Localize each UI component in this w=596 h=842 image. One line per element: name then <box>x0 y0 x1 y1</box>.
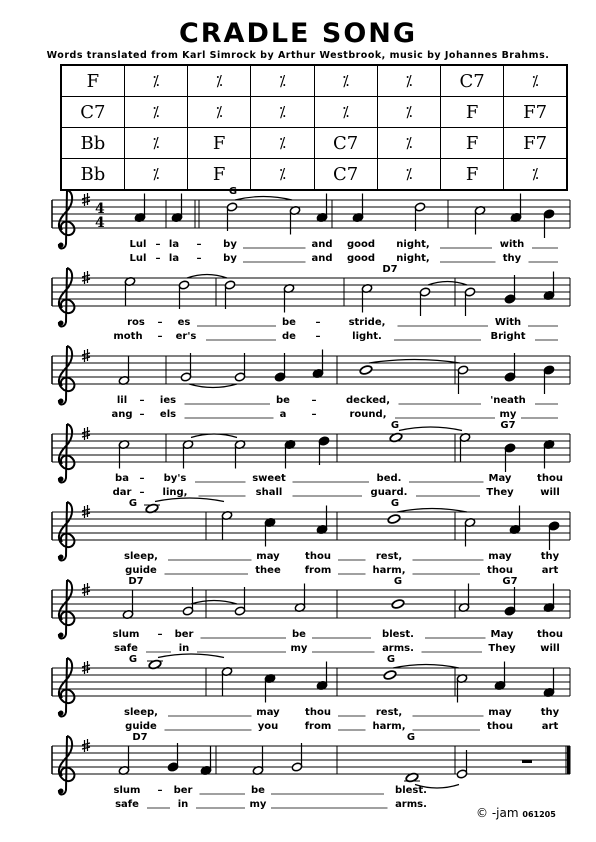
chord-symbol: G <box>390 498 400 509</box>
tie <box>428 282 467 286</box>
chord-cell: ⁒ <box>377 159 440 191</box>
chord-cell: ⁒ <box>251 159 314 191</box>
treble-clef-icon <box>59 424 75 483</box>
lyric-word: – <box>157 629 163 640</box>
chord-symbol: D7 <box>128 576 144 587</box>
lyric-word: from <box>304 565 332 576</box>
lyric-word: bed. <box>376 473 402 484</box>
lyric-word: arms. <box>382 643 414 654</box>
tie <box>189 384 237 388</box>
lyric-word: guard. <box>370 487 408 498</box>
lyric-word: will <box>540 643 560 654</box>
lyric-word: – <box>157 785 163 796</box>
note-head <box>383 670 397 681</box>
chord-symbol: D7 <box>382 264 398 275</box>
chord-cell: Bb <box>61 159 124 191</box>
chord-cell: ⁒ <box>251 65 314 97</box>
lyric-word: la <box>168 253 180 264</box>
treble-clef-icon <box>59 658 75 717</box>
chord-symbol: G <box>228 186 238 197</box>
lyric-word: ber <box>173 785 193 796</box>
lyric-word: be <box>276 395 290 406</box>
lyric-word: They <box>488 643 516 654</box>
tie <box>399 427 462 431</box>
tie <box>158 654 224 658</box>
lyric-word: They <box>486 487 514 498</box>
lyric-word: may <box>256 707 280 718</box>
lyric-word: de <box>282 331 296 342</box>
lyric-word: er's <box>175 331 197 342</box>
tie <box>393 665 459 669</box>
lyric-word: by <box>223 253 237 264</box>
time-signature-top: 4 <box>95 201 105 217</box>
lyric-word: thou <box>537 473 563 484</box>
lyric-word: ros <box>127 317 145 328</box>
lyric-word: a <box>279 409 287 420</box>
lyric-word: arms. <box>395 799 427 810</box>
treble-clef-icon <box>59 580 75 639</box>
lyric-word: moth <box>113 331 143 342</box>
chord-cell: ⁒ <box>188 65 251 97</box>
lyric-word: thou <box>487 721 513 732</box>
lyric-word: ber <box>174 629 194 640</box>
lyric-word: by's <box>163 473 187 484</box>
lyric-word: dar <box>112 487 132 498</box>
chord-symbol: G <box>386 654 396 665</box>
lyric-word: la <box>168 239 180 250</box>
song-credits: Words translated from Karl Simrock by Arthur Westbrook, music by Johannes Brahms. <box>46 50 550 61</box>
lyric-word: sleep, <box>124 707 158 718</box>
chord-cell: ⁒ <box>377 128 440 159</box>
lyric-word: blest. <box>382 629 414 640</box>
lyric-word: may <box>488 707 512 718</box>
lyric-word: thou <box>537 629 563 640</box>
chord-cell: ⁒ <box>251 128 314 159</box>
lyric-word: sweet <box>252 473 286 484</box>
lyric-word: Lul <box>129 253 147 264</box>
lyric-word: – <box>139 473 145 484</box>
lyric-word: Lul <box>129 239 147 250</box>
lyric-word: harm, <box>372 565 406 576</box>
tie <box>191 601 237 605</box>
chord-cell: ⁒ <box>504 159 567 191</box>
lyric-word: safe <box>115 799 139 810</box>
chord-cell: ⁒ <box>314 97 377 128</box>
lyric-word: rest, <box>375 551 403 562</box>
tie <box>191 434 237 438</box>
lyric-word: be <box>282 317 296 328</box>
chord-cell: F7 <box>504 128 567 159</box>
lyric-word: be <box>251 785 265 796</box>
treble-clef-icon <box>59 268 75 327</box>
song-title: CRADLE SONG <box>178 18 418 49</box>
chord-cell: F <box>188 128 251 159</box>
lyric-word: my <box>249 799 267 810</box>
lyric-word: – <box>196 253 202 264</box>
lyric-word: sleep, <box>124 551 158 562</box>
chord-cell: ⁒ <box>124 128 187 159</box>
chord-symbol: G <box>390 420 400 431</box>
lyric-word: with <box>499 239 525 250</box>
chord-cell: F <box>188 159 251 191</box>
chord-cell: F <box>441 159 504 191</box>
lyric-word: will <box>540 487 560 498</box>
lyric-word: – <box>139 487 145 498</box>
chord-cell: ⁒ <box>251 97 314 128</box>
chord-cell: Bb <box>61 128 124 159</box>
lyric-word: – <box>315 331 321 342</box>
treble-clef-icon <box>59 190 75 249</box>
lyric-word: – <box>157 331 163 342</box>
lyric-word: good <box>346 239 376 250</box>
lyric-word: and <box>311 239 333 250</box>
chord-cell: ⁒ <box>504 65 567 97</box>
lyric-word: night, <box>396 253 430 264</box>
lyric-word: harm, <box>372 721 406 732</box>
treble-clef-icon <box>59 502 75 561</box>
lyric-word: ies <box>159 395 177 406</box>
chord-symbol: G <box>393 576 403 587</box>
lyric-word: thou <box>305 707 331 718</box>
chord-cell: C7 <box>314 128 377 159</box>
note-head <box>391 599 405 610</box>
lyric-word: and <box>311 253 333 264</box>
lyric-word: – <box>196 239 202 250</box>
lyric-word: May <box>490 629 514 640</box>
lyric-word: es <box>177 317 191 328</box>
lyric-word: thy <box>540 551 560 562</box>
lyric-word: – <box>311 409 317 420</box>
lyric-word: – <box>155 253 161 264</box>
lyric-word: guide <box>125 721 157 732</box>
lyric-word: thou <box>487 565 513 576</box>
lyric-word: With <box>494 317 522 328</box>
chord-cell: ⁒ <box>377 65 440 97</box>
lyric-word: in <box>177 799 189 810</box>
lyric-word: may <box>488 551 512 562</box>
note-head <box>359 365 373 376</box>
lyric-word: May <box>488 473 512 484</box>
lyric-word: ling, <box>162 487 188 498</box>
lyric-word: you <box>257 721 279 732</box>
lyric-word: blest. <box>395 785 427 796</box>
lyric-word: – <box>155 239 161 250</box>
lyric-word: in <box>178 643 190 654</box>
chord-cell: ⁒ <box>124 65 187 97</box>
lyric-word: good <box>346 253 376 264</box>
chord-cell: C7 <box>314 159 377 191</box>
lyric-word: – <box>311 395 317 406</box>
lyric-word: night, <box>396 239 430 250</box>
lyric-word: – <box>157 317 163 328</box>
tie <box>397 509 467 513</box>
chord-symbol: D7 <box>132 732 148 743</box>
note-head <box>387 514 401 525</box>
chord-cell: ⁒ <box>124 97 187 128</box>
lyric-word: art <box>541 721 559 732</box>
lyric-word: slum <box>112 629 140 640</box>
lyric-word: may <box>256 551 280 562</box>
copyright-code: 061205 <box>522 810 556 819</box>
lyric-word: thou <box>305 551 331 562</box>
lyric-word: round, <box>349 409 387 420</box>
treble-clef-icon <box>59 346 75 405</box>
lyric-word: thy <box>502 253 522 264</box>
chord-cell: F7 <box>504 97 567 128</box>
lyric-word: – <box>139 409 145 420</box>
chord-cell: F <box>441 97 504 128</box>
chord-cell: ⁒ <box>124 159 187 191</box>
lyric-word: thee <box>255 565 281 576</box>
lyric-word: be <box>292 629 306 640</box>
chord-symbol: G <box>406 732 416 743</box>
tie <box>369 360 460 364</box>
treble-clef-icon <box>59 736 75 795</box>
chord-symbol: G7 <box>500 420 516 431</box>
chord-cell: ⁒ <box>188 97 251 128</box>
chord-cell: F <box>61 65 124 97</box>
final-barline-thick <box>567 746 570 774</box>
lyric-word: art <box>541 565 559 576</box>
copyright-author: -jam <box>491 806 519 820</box>
lyric-word: ba <box>115 473 129 484</box>
copyright-icon: © <box>476 806 488 820</box>
lyric-word: ang <box>111 409 133 420</box>
lyric-word: rest, <box>375 707 403 718</box>
chord-cell: C7 <box>441 65 504 97</box>
lyric-word: Bright <box>490 331 526 342</box>
lyric-word: my <box>499 409 517 420</box>
copyright-mark <box>476 806 556 820</box>
tie <box>235 197 292 201</box>
lyric-word: els <box>159 409 177 420</box>
chord-symbol: G <box>128 654 138 665</box>
lyric-word: from <box>304 721 332 732</box>
tie <box>155 498 224 502</box>
lyric-word: safe <box>114 643 138 654</box>
lyric-word: – <box>139 395 145 406</box>
half-rest-icon <box>522 760 532 763</box>
lyric-word: lil <box>116 395 128 406</box>
lyric-word: by <box>223 239 237 250</box>
tie <box>187 275 227 279</box>
chord-symbol: G <box>128 498 138 509</box>
lyric-word: – <box>315 317 321 328</box>
lyric-word: light. <box>352 331 382 342</box>
chord-cell: ⁒ <box>377 97 440 128</box>
lyric-word: my <box>290 643 308 654</box>
chord-cell: ⁒ <box>314 65 377 97</box>
chord-cell: C7 <box>61 97 124 128</box>
lyric-word: slum <box>113 785 141 796</box>
lyric-word: 'neath <box>490 395 526 406</box>
chord-symbol: G7 <box>502 576 518 587</box>
lyric-word: thy <box>540 707 560 718</box>
lyric-word: stride, <box>348 317 386 328</box>
lyric-word: decked, <box>346 395 390 406</box>
lyric-word: guide <box>125 565 157 576</box>
time-signature-bottom: 4 <box>95 215 105 231</box>
lyric-word: shall <box>255 487 283 498</box>
chord-cell: F <box>441 128 504 159</box>
